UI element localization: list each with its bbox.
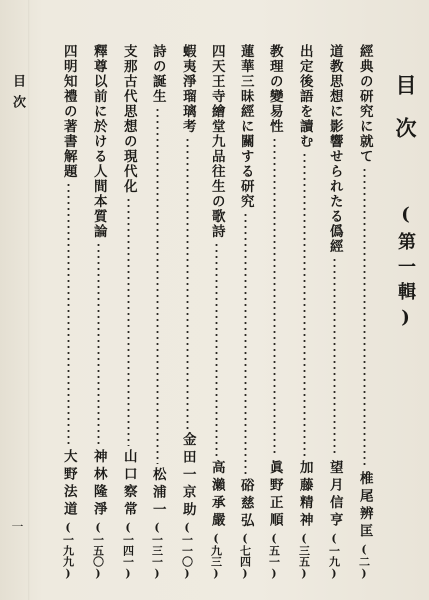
toc-entry xyxy=(325,44,343,580)
entry-author: 金田一京助 xyxy=(179,431,196,519)
entry-author: 加藤精神 xyxy=(296,460,313,530)
dot-leader xyxy=(97,242,100,446)
running-header: 目次 xyxy=(10,74,25,116)
entry-title: 教理の變易性 xyxy=(266,44,283,134)
entry-author: 高瀨承嚴 xyxy=(208,460,225,530)
entry-title: 詩の誕生 xyxy=(149,44,166,104)
toc-entry xyxy=(89,44,107,580)
dot-leader xyxy=(273,137,276,457)
toc-entry xyxy=(148,44,166,580)
entry-author: 硲慈弘 xyxy=(237,477,254,530)
entry-page: (一四一) xyxy=(121,521,135,580)
entry-author: 望月信亨 xyxy=(326,460,343,530)
entry-page: (七四) xyxy=(238,532,252,580)
gutter-shadow xyxy=(28,0,30,600)
entry-title: 支那古代思想の現代化 xyxy=(120,44,137,194)
entry-title: 四天王寺繪堂九品往生の歌詩 xyxy=(208,44,225,239)
entry-page: (九三) xyxy=(209,532,223,580)
entry-page: (三五) xyxy=(297,532,311,580)
dot-leader xyxy=(333,257,336,457)
entry-page: (一一〇) xyxy=(180,521,194,580)
entry-page: (一九) xyxy=(327,532,341,580)
dot-leader xyxy=(67,182,70,446)
entry-page: (二) xyxy=(357,543,371,580)
entry-author: 松浦一 xyxy=(149,466,166,519)
entry-author: 大野法道 xyxy=(60,449,77,519)
dot-leader xyxy=(156,107,159,464)
toc-entry xyxy=(119,44,137,580)
dot-leader xyxy=(303,152,306,457)
entry-title: 道教思想に影響せられたる僞經 xyxy=(326,44,343,254)
toc-entry xyxy=(207,44,225,580)
dot-leader xyxy=(186,137,189,429)
toc-entry xyxy=(236,44,254,580)
page-number: 一 xyxy=(10,520,24,532)
entry-title: 蝦夷淨瑠璃考 xyxy=(179,44,196,134)
toc-entry xyxy=(355,44,373,580)
entry-title: 四明知禮の著書解題 xyxy=(60,44,77,179)
entry-author: 眞野正順 xyxy=(266,460,283,530)
entry-title: 出定後語を讀む xyxy=(296,44,313,149)
entry-title: 釋尊以前に於ける人間本質論 xyxy=(90,44,107,239)
entry-author: 山口察常 xyxy=(120,449,137,519)
toc-entry xyxy=(295,44,313,580)
entry-author: 神林隆淨 xyxy=(90,449,107,519)
entry-title: 經典の研究に就て xyxy=(356,44,373,164)
entry-page: (一三一) xyxy=(150,521,164,580)
entry-title: 蓮華三昧經に關する研究 xyxy=(237,44,254,209)
toc-entry xyxy=(59,44,77,580)
entry-page: (一九九) xyxy=(61,521,75,580)
toc-entry xyxy=(265,44,283,580)
dot-leader xyxy=(215,242,218,457)
volume-label: (第一輯) xyxy=(395,204,416,335)
dot-leader xyxy=(127,197,130,446)
toc-entry xyxy=(178,44,196,580)
entry-author: 椎尾辨匡 xyxy=(356,471,373,541)
entry-page: (一五〇) xyxy=(91,521,105,580)
dot-leader xyxy=(244,212,247,475)
toc-heading: 目次 xyxy=(393,74,418,160)
entry-page: (五一) xyxy=(267,532,281,580)
dot-leader xyxy=(363,167,366,468)
